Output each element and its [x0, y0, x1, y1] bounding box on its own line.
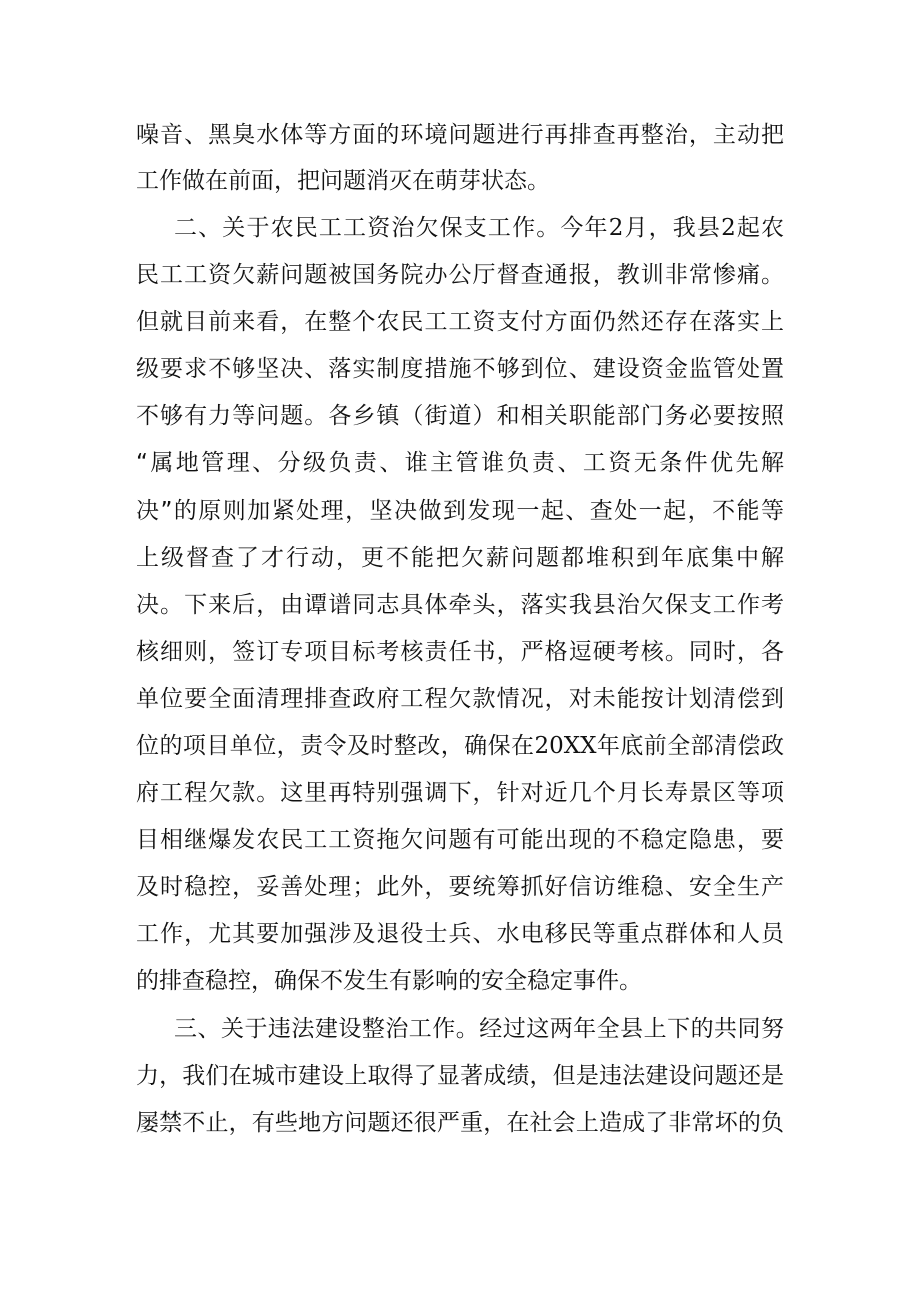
section-heading-line	[174, 205, 784, 251]
text-segment: 的排查稳控，确保不发生有影响的安全稳定事件。	[136, 968, 642, 994]
section-heading: 二、关于农民工工资治欠保支工作。	[174, 215, 561, 241]
text-segment: 工作，尤其要加强涉及退役士兵、水电移民等重点群体和人员	[136, 921, 784, 947]
text-segment: 目相继爆发农民工工资拖欠问题有可能出现的不稳定隐患，要	[136, 827, 784, 853]
section-heading-line	[174, 1006, 784, 1052]
text-line	[136, 864, 784, 910]
text-segment: 经过这两年全县上下的共同努	[479, 1016, 785, 1042]
text-segment: 但就目前来看，在整个农民工工资支付方面仍然还存在落实上	[136, 309, 784, 335]
text-segment: 谭谱同志具体牵头，落实我县治欠保支工作考	[304, 592, 785, 618]
text-segment: 决”的原则加紧处理，坚决做到发现一起、查处一起，不能等	[136, 498, 784, 524]
text-line	[136, 440, 784, 486]
text-segment: 核细则，签订专项目标考核责任书，严格逗硬考核。	[136, 639, 689, 665]
text-line	[136, 911, 784, 957]
text-line	[136, 535, 784, 581]
text-segment: 单位要全面清理排查政府工程欠款情况，对未能按计划清偿到	[136, 686, 784, 712]
text-line	[136, 1053, 784, 1099]
text-segment: 各乡镇（街道）和相关职能部门务必要按照	[328, 403, 785, 429]
text-line	[136, 393, 784, 439]
text-line	[136, 488, 784, 534]
text-segment: 及时稳控，妥善处理；此外，要统筹抓好信访维稳、安全生产	[136, 874, 784, 900]
text-segment: 府工程欠款。这里再特别强调下，针对近几个月长寿景区等项	[136, 780, 784, 806]
section-heading: 三、关于违法建设整治工作。	[174, 1016, 480, 1042]
text-segment: 级要求不够坚决、落实制度措施不够到位、建设资金监管处置	[136, 356, 784, 382]
text-segment: 今年2月，我县2起农	[560, 215, 784, 241]
text-line	[136, 958, 784, 1004]
text-segment: 上级督查了才行动，更不能把欠薪问题都堆积到年底集中解	[136, 545, 784, 571]
text-line	[136, 158, 784, 204]
text-segment: 决。	[136, 592, 185, 618]
text-line	[136, 723, 784, 769]
text-line	[136, 346, 784, 392]
text-segment: 同时，各	[688, 639, 785, 665]
text-segment: 力，我们在城市建设上取得了显著成绩，但是违法建设问题还是	[136, 1063, 784, 1089]
text-line	[136, 629, 784, 675]
text-segment: “属地管理、分级负责、谁主管谁负责、工资无条件优先解	[136, 450, 784, 476]
text-line	[136, 582, 784, 628]
text-segment: 位的项目单位，责令及时整改，确保在20XX年底前全部清偿政	[136, 733, 784, 759]
text-line	[136, 676, 784, 722]
text-line	[136, 1100, 784, 1146]
text-line	[136, 112, 784, 158]
text-line	[136, 770, 784, 816]
text-segment: 屡禁不止，有些地方问题还很严重，在社会上造成了非常坏的负	[136, 1110, 784, 1136]
text-segment: 下来后，由	[184, 592, 305, 618]
text-segment: 噪音、黑臭水体等方面的环境问题进行再排查再整治，主动把	[136, 122, 784, 148]
text-line	[136, 252, 784, 298]
text-line	[136, 817, 784, 863]
text-segment: 工作做在前面，把问题消灭在萌芽状态。	[136, 168, 550, 194]
text-line	[136, 299, 784, 345]
text-segment: 民工工资欠薪问题被国务院办公厅督查通报，教训非常惨痛。	[136, 262, 784, 288]
text-segment: 不够有力等问题。	[136, 403, 329, 429]
